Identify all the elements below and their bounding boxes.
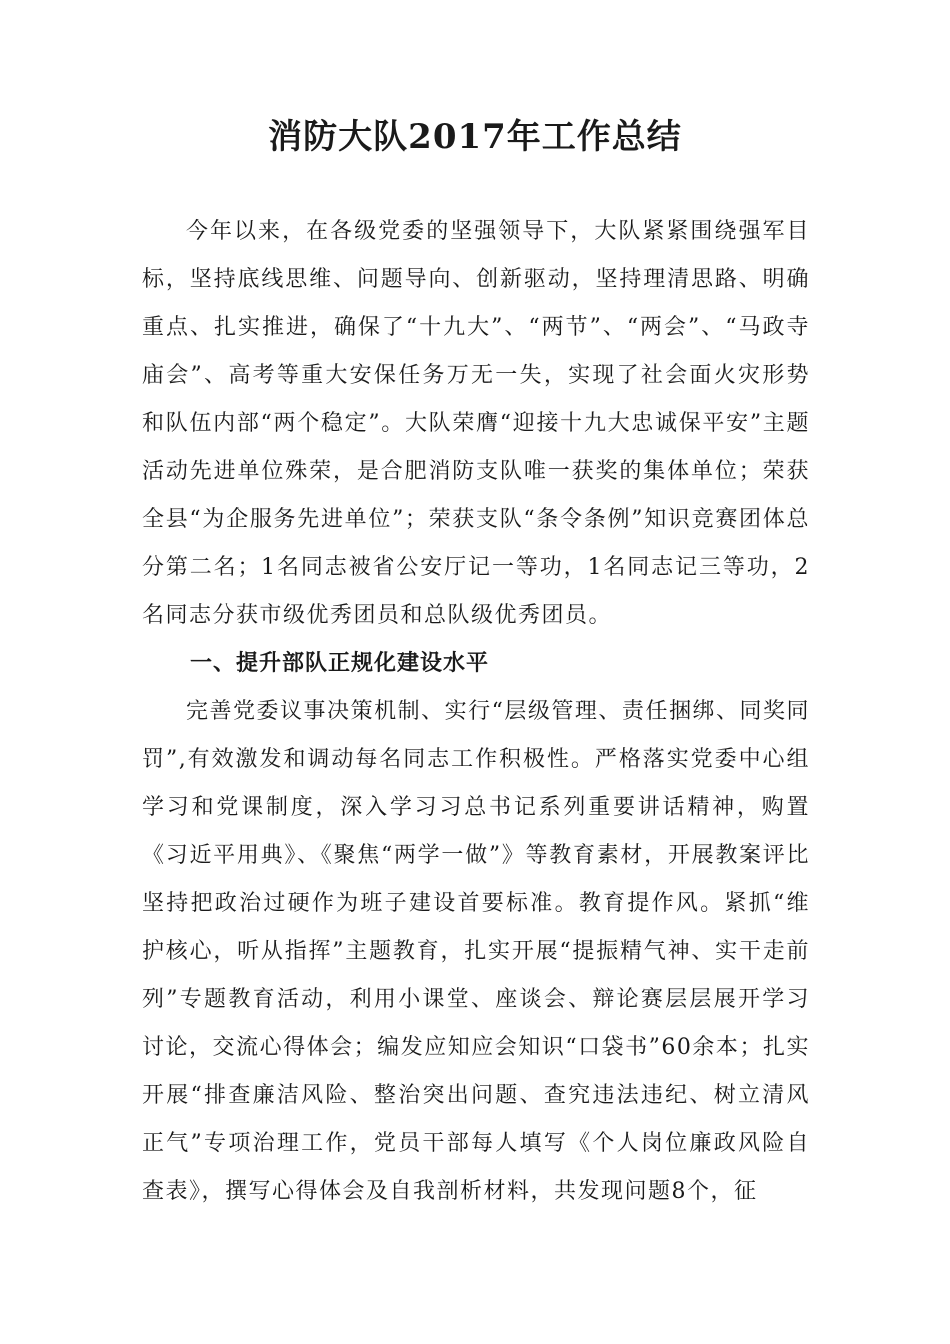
intro-paragraph: 今年以来，在各级党委的坚强领导下，大队紧紧围绕强军目标，坚持底线思维、问题导向、创新驱动，坚持理清思路、明确重点、扎实推进，确保了“十九大”、“两节”、“两会”、“马政寺庙会”、高考等重大安保任务万无一失，实现了社会面火灾形势和队伍内部“两个稳定”。大队荣膺“迎接十九大忠诚保平安”主题活动先进单位殊荣，是合肥消防支队唯一获奖的集体单位；荣获全县“为企服务先进单位”；荣获支队“条令条例”知识竞赛团体总分第二名；1名同志被省公安厅记一等功，1名同志记三等功，2名同志分获市级优秀团员和总队级优秀团员。 (142, 219, 810, 628)
document-title: 消防大队2017年工作总结 (268, 117, 682, 157)
section-heading-1: 一、提升部队正规化建设水平 (190, 651, 490, 676)
section1-paragraph: 完善党委议事决策机制、实行“层级管理、责任捆绑、同奖同罚”,有效激发和调动每名同志工作积极性。严格落实党委中心组学习和党课制度，深入学习习总书记系列重要讲话精神，购置《习近平用典》、《聚焦“两学一做”》等教育素材，开展教案评比坚持把政治过硬作为班子建设首要标准。教育提作风。紧抓“维护核心，听从指挥”主题教育，扎实开展“提振精气神、实干走前列”专题教育活动，利用小课堂、座谈会、辩论赛层层展开学习讨论，交流心得体会；编发应知应会知识“口袋书”60余本；扎实开展“排查廉洁风险、整治突出问题、查究违法违纪、树立清风正气”专项治理工作，党员干部每人填写《个人岗位廉政风险自查表》，撰写心得体会及自我剖析材料，共发现问题8个，征 (142, 699, 810, 1204)
